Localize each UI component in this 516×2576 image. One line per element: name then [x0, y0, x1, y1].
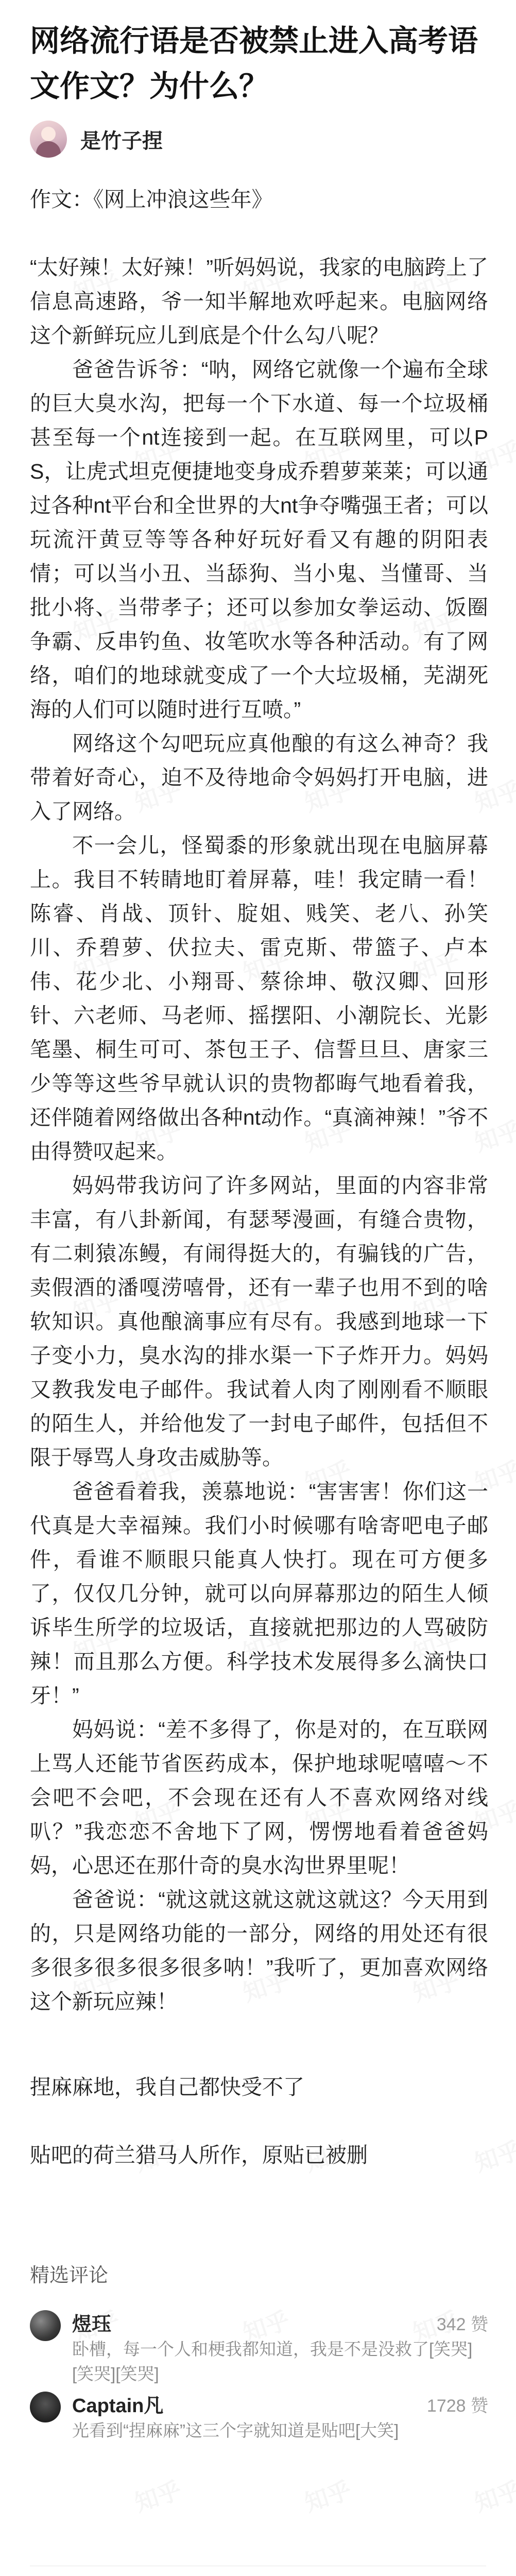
comment-text: 光看到“捏麻麻”这三个字就知道是贴吧[大笑] — [72, 2421, 399, 2440]
paragraph-2: 爸爸告诉爷：“呐，网络它就像一个遍布全球的巨大臭水沟，把每一个下水道、每一个垃圾桶甚至每一个nt连接到一起。在互联网里，可以PS，让虎式坦克便捷地变身成乔碧萝莱莱；可以通过各种nt平台和全世界的大nt争夺嘴强王者；可以玩流汗黄豆等等各种好玩好看又有趣的阴阳表情；可以当小丑、当舔狗、当小鬼、当懂哥、当批小将、当带孝子；还可以参加女拳运动、饭圈争霸、反串钓鱼、妆笔吹水等各种活动。有了网络，咱们的地球就变成了一个大垃圾桶，芜湖死海的人们可以随时进行互喷。” — [30, 358, 488, 721]
paragraph-7: 妈妈说：“差不多得了，你是对的，在互联网上骂人还能节省医药成本，保护地球呢嘻嘻～不会吧不会吧，不会现在还有人不喜欢网络对线叭？”我恋恋不舍地下了网，愣愣地看着爸爸妈妈，心思还在那什奇的臭水沟世界里呢！ — [30, 1718, 488, 1877]
share-footer — [0, 2566, 516, 2576]
comment-item[interactable] — [30, 2389, 488, 2462]
author-name[interactable]: 是竹子捏 — [80, 129, 163, 152]
commenter-name[interactable]: Captain凡 — [72, 2395, 164, 2417]
commenter-name[interactable]: 煜珏 — [72, 2314, 112, 2335]
closing-line-1: 捏麻麻地，我自己都快受不了 — [30, 2075, 304, 2099]
watermark-text — [130, 2471, 185, 2518]
comments-title: 精选评论 — [30, 2265, 109, 2286]
author-row[interactable] — [30, 118, 163, 160]
author-avatar[interactable] — [30, 121, 67, 158]
essay-heading: 作文：《网上冲浪这些年》 — [30, 188, 273, 211]
question-title[interactable]: 网络流行语是否被禁止进入高考语文作文？为什么？ — [30, 24, 478, 103]
comment-item[interactable] — [30, 2308, 488, 2383]
watermark-text — [470, 2471, 516, 2518]
paragraph-5: 妈妈带我访问了许多网站，里面的内容非常丰富，有八卦新闻，有瑟琴漫画，有缝合贵物，有二刺猿冻鳗，有闹得挺大的，有骗钱的广告，卖假酒的潘嘎涝嘻骨，还有一辈子也用不到的啥软知识。真他酿滴事应有尽有。我感到地球一下子变小力，臭水沟的排水渠一下子炸开力。妈妈又教我发电子邮件。我试着人肉了刚刚看不顺眼的陌生人，并给他发了一封电子邮件，包括但不限于辱骂人身攻击威胁等。 — [30, 1174, 488, 1469]
closing-line-2: 贴吧的荷兰猎马人所作，原贴已被删 — [30, 2143, 368, 2167]
comment-likes: 342 赞 — [436, 2315, 488, 2334]
answer-body — [30, 165, 488, 2172]
paragraph-3: 网络这个勾吧玩应真他酿的有这么神奇？我带着好奇心，迫不及待地命令妈妈打开电脑，进入了网络。 — [30, 732, 488, 823]
comment-likes: 1728 赞 — [426, 2396, 488, 2416]
paragraph-8: 爸爸说：“就这就这就这就这就这？今天用到的，只是网络功能的一部分，网络的用处还有很多很多很多很多很多呐！”我听了，更加喜欢网络这个新玩应辣！ — [30, 1888, 488, 2013]
paragraph-1: “太好辣！太好辣！”听妈妈说，我家的电脑跨上了信息高速路，爷一知半解地欢呼起来。电脑网络这个新鲜玩应儿到底是个什么勾八呢？ — [30, 256, 488, 347]
featured-comments — [30, 2259, 488, 2471]
commenter-avatar-icon[interactable] — [30, 2310, 61, 2341]
avatar-icon — [41, 127, 56, 141]
paragraph-4: 不一会儿，怪蜀黍的形象就出现在电脑屏幕上。我目不转睛地盯着屏幕，哇！我定睛一看！陈睿、肖战、顶针、腚姐、贱笑、老八、孙笑川、乔碧萝、伏拉夫、雷克斯、带篮子、卢本伟、花少北、小翔哥、蔡徐坤、敬汉卿、回形针、六老师、马老师、摇摆阳、小潮院长、光影笔墨、桐生可可、茶包王子、信誓旦旦、唐家三少等等这些爷早就认识的贵物都晦气地看着我，还伴随着网络做出各种nt动作。“真滴神辣！”爷不由得赞叹起来。 — [30, 834, 488, 1163]
watermark-text — [300, 2471, 355, 2518]
commenter-avatar-icon[interactable] — [30, 2392, 61, 2422]
paragraph-6: 爸爸看着我，羡慕地说：“害害害！你们这一代真是大幸福辣。我们小时候哪有啥寄吧电子邮件，看谁不顺眼只能真人快打。现在可方便多了，仅仅几分钟，就可以向屏幕那边的陌生人倾诉毕生所学的垃圾话，直接就把那边的人骂破防辣！而且那么方便。科学技术发展得多么滴快口牙！” — [30, 1480, 488, 1707]
comment-text: 卧槽，每一个人和梗我都知道，我是不是没救了[笑哭][笑哭][笑哭] — [72, 2340, 473, 2383]
